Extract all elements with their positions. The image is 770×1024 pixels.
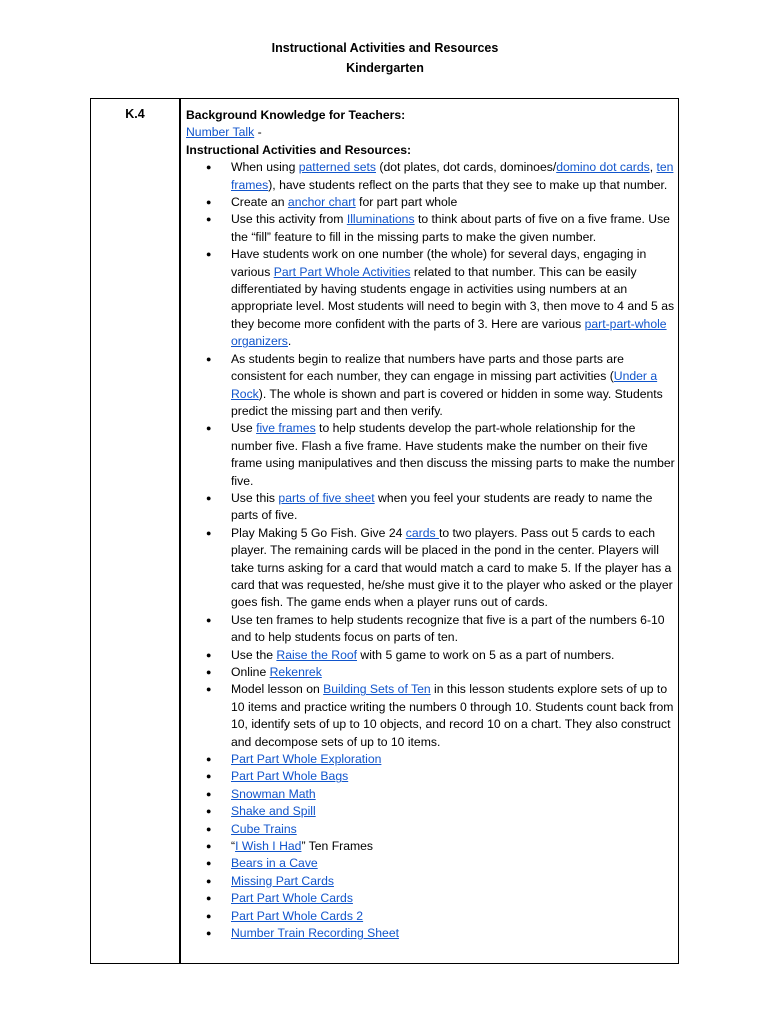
item-text: Use ten frames to help students recognize that five is a part of the numbers 6-10 and to help students focus on parts of ten. [231,612,665,645]
resource-link[interactable]: Part Part Whole Cards [231,891,353,906]
table-content [186,107,676,943]
item-text: with 5 game to work on 5 as a part of numbers. [357,647,615,662]
list-item [186,420,676,490]
background-heading: Background Knowledge for Teachers: [186,108,406,122]
resource-link[interactable]: Snowman Math [231,786,316,801]
item-text: When using [231,160,299,175]
item-text: in this lesson students explore sets of up to 10 items and practice writing the numbers 0 through 10. Students count back from 10, identify sets of up to 10 objects, and record 10 on a chart. They also construct and decompose sets of up to 10 items. [231,682,674,749]
activities-list [186,159,676,942]
resource-link[interactable]: Rekenrek [269,665,322,679]
item-text: Have students work on one number (the whole) for several days, engaging in various [231,247,647,279]
item-text: to two players. Pass out 5 cards to each player. The remaining cards will be placed in the pond in the center. Players will take turns asking for a card that would match a card to make 5. If the player has a card that was requested, he/she must give it to the player who asked or the player goes fish. The game ends when a player runs out of cards. [231,525,673,610]
item-text: Create an [231,195,288,210]
activities-heading: Instructional Activities and Resources: [186,142,412,157]
resource-link[interactable]: Under a Rock [231,369,658,401]
resource-link[interactable]: cards [405,525,439,540]
resource-link[interactable]: anchor chart [287,195,356,210]
list-item [186,490,676,525]
resource-link[interactable]: Number Train Recording Sheet [231,926,399,941]
page-subtitle: Kindergarten [346,61,424,75]
list-item [186,351,676,421]
list-item [186,768,676,785]
resource-link[interactable]: Cube Trains [231,821,297,836]
item-text: ” Ten Frames [301,839,374,854]
number-talk-line [186,124,676,141]
resource-link[interactable]: five frames [256,421,316,436]
item-text: when you feel your students are ready to name the parts of five. [231,490,653,523]
resource-link[interactable]: Missing Part Cards [231,873,334,888]
standard-code: K.4 [125,107,145,121]
resource-link[interactable]: Raise the Roof [276,647,358,662]
column-divider [179,99,181,963]
list-item [186,838,676,855]
item-text: related to that number. This can be easily differentiated by having students engage in activities using numbers at an appropriate level. Most students will need to begin with 3, then move to 4 and 5 as they become more confident with the parts of 3. Here are various [231,264,675,331]
list-item [186,246,676,350]
item-text: . [287,334,292,349]
list-item [186,681,676,751]
list-item [186,821,676,838]
list-item [186,925,676,942]
list-item [186,159,676,194]
list-item [186,873,676,890]
item-text: Use this [231,490,279,505]
item-text: (dot plates, dot cards, dominoes/ [376,160,557,175]
list-item [186,525,676,612]
resource-link[interactable]: Shake and Spill [231,804,316,819]
list-item [186,612,676,647]
resource-link[interactable]: Part Part Whole Cards 2 [231,908,364,923]
list-item [186,890,676,907]
resource-link[interactable]: I Wish I Had [235,839,302,854]
resource-link[interactable]: patterned sets [298,160,376,175]
resource-link[interactable]: Illuminations [346,212,415,227]
resource-link[interactable]: Building Sets of Ten [323,682,431,697]
resource-link[interactable]: part-part-whole organizers [231,316,667,349]
resource-link[interactable]: Bears in a Cave [231,856,318,871]
resource-link[interactable]: Part Part Whole Bags [231,769,349,784]
list-item [186,908,676,925]
list-item [186,786,676,803]
item-text: to help students develop the part-whole relationship for the number five. Flash a five frame. Have students make the number on their five frame using manipulatives and then discuss the missing parts to make the number five. [231,421,675,488]
list-item [186,211,676,246]
item-text: Online [231,665,270,679]
list-item [186,194,676,211]
resource-link[interactable]: Part Part Whole Activities [273,264,411,279]
item-text: Use [231,421,257,436]
resource-link[interactable]: domino dot cards [556,160,650,175]
list-item [186,803,676,820]
item-text: Play Making 5 Go Fish. Give 24 [231,525,406,540]
list-item [186,647,676,664]
number-talk-suffix: - [254,125,262,140]
activities-table [90,98,679,964]
item-text: , [649,160,657,175]
resource-link[interactable]: ten frames [231,160,674,192]
list-item [186,751,676,768]
item-text: As students begin to realize that numbers have parts and those parts are consistent for each number, they can engage in missing part activities ( [231,351,624,384]
item-text: ). The whole is shown and part is covered or hidden in some way. Students predict the missing part and then verify. [231,386,663,418]
list-item [186,855,676,872]
item-text: to think about parts of five on a five frame. Use the “fill” feature to fill in the missing parts to make the given number. [231,212,670,244]
list-item [186,664,676,681]
item-text: Model lesson on [231,682,324,697]
resource-link[interactable]: parts of five sheet [278,490,375,505]
item-text: for part part whole [355,195,458,210]
number-talk-link[interactable]: Number Talk [186,125,255,140]
item-text: ), have students reflect on the parts that they see to make up that number. [268,177,668,192]
item-text: “ [231,839,236,854]
item-text: Use this activity from [231,212,347,227]
page-title: Instructional Activities and Resources [271,41,499,55]
resource-link[interactable]: Part Part Whole Exploration [231,752,382,767]
item-text: Use the [231,647,277,662]
